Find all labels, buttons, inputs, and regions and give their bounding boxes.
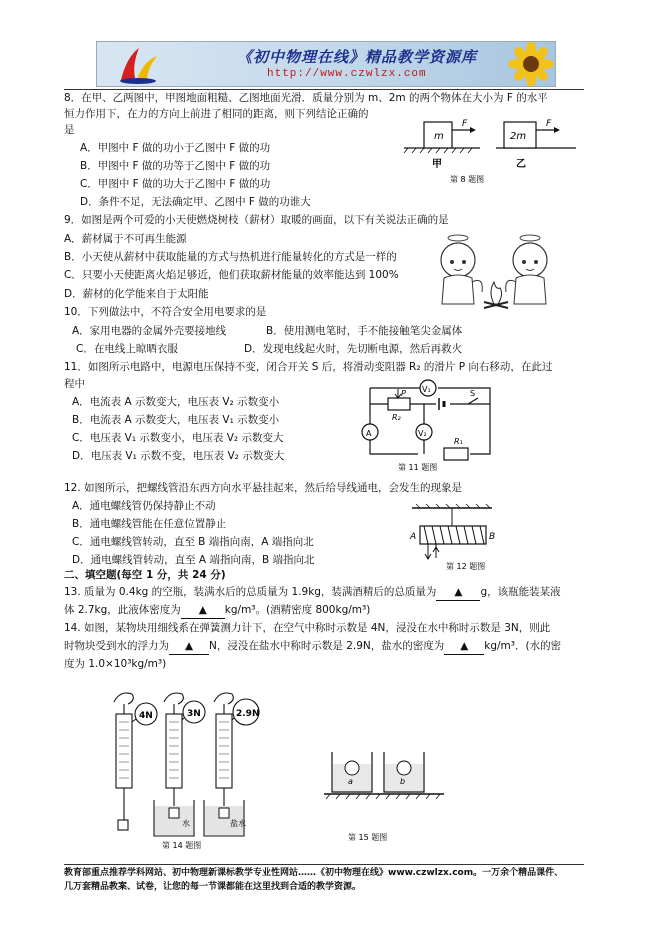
- footer-rule: [64, 864, 584, 865]
- section-fill-blank-title: 二、填空题(每空 1 分，共 24 分): [64, 569, 226, 581]
- q14-label-salt: 盐水: [230, 819, 246, 828]
- q13-text-2b: kg/m³。(酒精密度 800kg/m³): [224, 604, 371, 616]
- q8-caption: 第 8 题图: [450, 175, 485, 184]
- q8-option-d: D．条件不足，无法确定甲、乙图中 F 做的功谁大: [80, 196, 311, 208]
- banner-title: 《初中物理在线》精品教学资源库: [237, 48, 478, 66]
- q11-option-a: A．电流表 A 示数变大，电压表 V₂ 示数变小: [72, 396, 280, 408]
- q15-figure: [320, 742, 450, 848]
- q8-label-jia: 甲: [432, 159, 442, 170]
- q8-stem-1: 8．在甲、乙两图中，甲图地面粗糙、乙图地面光滑．质量分别为 m、2m 的两个物体在大小为 F 的水平: [64, 92, 548, 104]
- q12-stem: 12. 如图所示，把螺线管沿东西方向水平悬挂起来，然后给导线通电，会发生的现象是: [64, 482, 463, 494]
- q15-caption: 第 15 题图: [348, 833, 388, 842]
- footer-line-2: 几万套精品教案、试卷，让您的每一节课都能在这里找到合适的教学资源。: [64, 882, 362, 892]
- q8-stem-2: 恒力作用下，在力的方向上前进了相同的距离，则下列结论正确的: [64, 108, 369, 120]
- q13-blank-2: ▲: [181, 603, 225, 619]
- header-banner: [96, 41, 556, 87]
- q8-option-c: C．甲图中 F 做的功大于乙图中 F 做的功: [80, 178, 271, 190]
- q8-option-a: A．甲图中 F 做的功小于乙图中 F 做的功: [80, 142, 271, 154]
- q9-angels-figure: [432, 232, 560, 314]
- q10-option-c: C．在电线上晾晒衣服: [76, 343, 178, 355]
- q15-label-a: a: [348, 777, 353, 786]
- q12-option-d: D．通电螺线管转动，直至 A 端指向南，B 端指向北: [72, 554, 315, 566]
- q13-text-1b: g，该瓶能装某液: [480, 586, 561, 598]
- q11-option-d: D．电压表 V₁ 示数不变，电压表 V₂ 示数变大: [72, 450, 285, 462]
- q12-caption: 第 12 题图: [446, 562, 486, 571]
- q12-solenoid-figure: [402, 502, 502, 574]
- q14-line-2: [64, 639, 561, 655]
- q13-text-2a: 体 2.7kg，此液体密度为: [64, 604, 181, 616]
- q12-label-a: A: [410, 532, 417, 542]
- q14-reading-3: 2.9N: [236, 709, 260, 719]
- q9-stem: 9．如图是两个可爱的小天使燃烧树枝（薪材）取暖的画面，以下有关说法正确的是: [64, 214, 449, 226]
- q11-stem-1: 11．如图所示电路中，电源电压保持不变，闭合开关 S 后，将滑动变阻器 R₂ 的滑片 P 向右移动，在此过: [64, 361, 553, 373]
- q13-line-1: [64, 585, 561, 601]
- q14-reading-2: 3N: [187, 709, 201, 719]
- q11-label-v1: V₁: [422, 385, 431, 394]
- q14-caption: 第 14 题图: [162, 841, 202, 850]
- q14-blank-1: ▲: [169, 639, 209, 655]
- q11-stem-2: 程中: [64, 378, 85, 390]
- q8-label-yi: 乙: [516, 159, 526, 170]
- q11-label-a: A: [366, 429, 372, 438]
- q11-label-p: P: [401, 389, 406, 398]
- q11-label-r2: R₂: [392, 413, 401, 422]
- q14-line-1: 14. 如图，某物块用细线系在弹簧测力计下，在空气中称时示数是 4N，浸没在水中称时示数是 3N，则此: [64, 622, 551, 634]
- q11-option-b: B．电流表 A 示数变大，电压表 V₁ 示数变小: [72, 414, 280, 426]
- q11-label-v2: V₂: [418, 429, 427, 438]
- q9-option-d: D．薪材的化学能来自于太阳能: [64, 288, 209, 300]
- q14-spring-scale-figure: [106, 688, 292, 852]
- q12-label-b: B: [489, 532, 496, 542]
- q13-text-1a: 13. 质量为 0.4kg 的空瓶，装满水后的总质量为 1.9kg，装满酒精后的总质量为: [64, 586, 437, 598]
- fire-icon: [484, 282, 508, 308]
- q9-option-c: C．只要小天使距离火焰足够近，他们获取薪材能量的效率能达到 100%: [64, 269, 399, 281]
- q9-option-b: B．小天使从薪材中获取能量的方式与热机进行能量转化的方式是一样的: [64, 251, 397, 263]
- q10-option-b: B．使用测电笔时，手不能接触笔尖金属体: [266, 325, 463, 337]
- q11-circuit-figure: [358, 374, 510, 474]
- sunflower-icon: [501, 42, 555, 86]
- q11-option-c: C．电压表 V₁ 示数变小，电压表 V₂ 示数变大: [72, 432, 284, 444]
- q11-label-r1: R₁: [454, 437, 463, 446]
- q10-stem: 10．下列做法中，不符合安全用电要求的是: [64, 306, 267, 318]
- q10-option-a: A．家用电器的金属外壳要接地线: [72, 325, 227, 337]
- q14-text-2a: 时物块受到水的浮力为: [64, 640, 169, 652]
- q14-text-2c: kg/m³．(水的密: [484, 640, 562, 652]
- q14-label-water: 水: [182, 819, 190, 828]
- q9-option-a: A．薪材属于不可再生能源: [64, 233, 187, 245]
- q8-stem-3: 是: [64, 124, 75, 136]
- q8-option-b: B．甲图中 F 做的功等于乙图中 F 做的功: [80, 160, 271, 172]
- q14-text-2b: N，浸没在盐水中称时示数是 2.9N，盐水的密度为: [209, 640, 445, 652]
- q8-figure: [400, 112, 580, 190]
- q12-option-a: A．通电螺线管仍保持静止不动: [72, 500, 216, 512]
- q14-reading-1: 4N: [139, 711, 153, 721]
- q15-label-b: b: [400, 777, 406, 786]
- q13-blank-1: ▲: [436, 585, 480, 601]
- q12-option-c: C．通电螺线管转动，直至 B 端指向南，A 端指向北: [72, 536, 314, 548]
- q8-label-2m: 2m: [510, 131, 527, 142]
- q12-option-b: B．通电螺线管能在任意位置静止: [72, 518, 227, 530]
- q10-option-d: D．发现电线起火时，先切断电源，然后再救火: [244, 343, 463, 355]
- footer-line-1: 教育部重点推荐学科网站、初中物理新课标教学专业性网站……《初中物理在线》www.czwlzx.com。一万余个精品课件、: [64, 868, 564, 878]
- q8-label-m: m: [434, 131, 444, 142]
- q11-caption: 第 11 题图: [398, 463, 438, 472]
- q14-line-3: 度为 1.0×10³kg/m³): [64, 658, 167, 670]
- q8-label-f1: F: [462, 119, 468, 129]
- header-rule: [64, 89, 584, 90]
- q8-label-f2: F: [546, 119, 552, 129]
- q14-blank-2: ▲: [444, 639, 484, 655]
- logo-icon: [115, 44, 161, 84]
- banner-url: http://www.czwlzx.com: [267, 68, 427, 80]
- q13-line-2: [64, 603, 370, 619]
- q11-label-s: S: [470, 389, 476, 398]
